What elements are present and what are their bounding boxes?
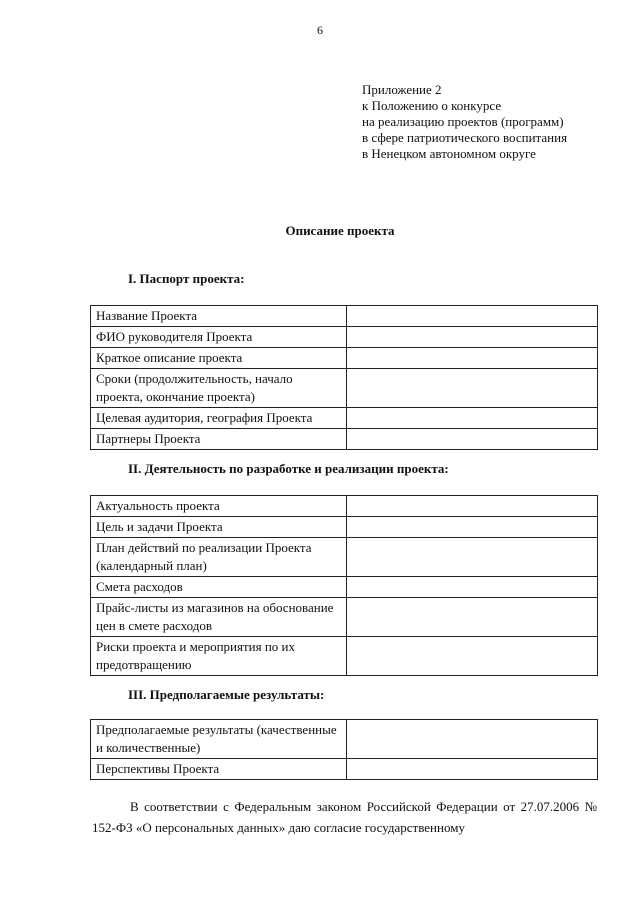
table-row <box>91 327 598 348</box>
table-row <box>91 720 598 759</box>
value-cell[interactable] <box>347 327 598 348</box>
table-row <box>91 408 598 429</box>
row-label: Перспективы Проекта <box>91 759 347 780</box>
value-cell[interactable] <box>347 369 598 408</box>
row-label: Партнеры Проекта <box>91 429 347 450</box>
row-label: ФИО руководителя Проекта <box>91 327 347 348</box>
appendix-line: в сфере патриотического воспитания <box>362 130 568 145</box>
consent-paragraph: В соответствии с Федеральным законом Российской Федерации от 27.07.2006 № 152-ФЗ «О персональных данных» даю согласие государственному <box>92 799 597 835</box>
page-number: 6 <box>317 23 323 37</box>
results-table <box>90 719 598 780</box>
passport-table <box>90 305 598 450</box>
table-row <box>91 306 598 327</box>
table-row <box>91 517 598 538</box>
table-row <box>91 348 598 369</box>
value-cell[interactable] <box>347 598 598 637</box>
table-row <box>91 759 598 780</box>
row-label: Сроки (продолжительность, начало проекта, окончание проекта) <box>91 369 347 408</box>
table-row <box>91 429 598 450</box>
value-cell[interactable] <box>347 348 598 369</box>
table-row <box>91 538 598 577</box>
row-label: Целевая аудитория, география Проекта <box>91 408 347 429</box>
value-cell[interactable] <box>347 637 598 676</box>
row-label: Название Проекта <box>91 306 347 327</box>
appendix-note <box>362 82 567 162</box>
appendix-line: на реализацию проектов (программ) <box>362 114 564 129</box>
value-cell[interactable] <box>347 538 598 577</box>
table-row <box>91 496 598 517</box>
table-row <box>91 577 598 598</box>
value-cell[interactable] <box>347 306 598 327</box>
row-label: Краткое описание проекта <box>91 348 347 369</box>
value-cell[interactable] <box>347 496 598 517</box>
appendix-line: в Ненецком автономном округе <box>362 146 536 161</box>
row-label: Риски проекта и мероприятия по их предотвращению <box>91 637 347 676</box>
row-label: План действий по реализации Проекта (календарный план) <box>91 538 347 577</box>
appendix-line: Приложение 2 <box>362 82 442 97</box>
row-label: Актуальность проекта <box>91 496 347 517</box>
activity-table <box>90 495 598 676</box>
table-row <box>91 369 598 408</box>
table-row <box>91 637 598 676</box>
value-cell[interactable] <box>347 517 598 538</box>
document-title: Описание проекта <box>285 223 395 238</box>
row-label: Предполагаемые результаты (качественные и количественные) <box>91 720 347 759</box>
row-label: Смета расходов <box>91 577 347 598</box>
table-row <box>91 598 598 637</box>
appendix-line: к Положению о конкурсе <box>362 98 502 113</box>
value-cell[interactable] <box>347 408 598 429</box>
section-heading-results: III. Предполагаемые результаты: <box>128 687 325 702</box>
value-cell[interactable] <box>347 429 598 450</box>
value-cell[interactable] <box>347 577 598 598</box>
section-heading-activity: II. Деятельность по разработке и реализации проекта: <box>128 461 449 476</box>
value-cell[interactable] <box>347 759 598 780</box>
row-label: Цель и задачи Проекта <box>91 517 347 538</box>
section-heading-passport: I. Паспорт проекта: <box>128 271 245 286</box>
row-label: Прайс-листы из магазинов на обоснование цен в смете расходов <box>91 598 347 637</box>
value-cell[interactable] <box>347 720 598 759</box>
